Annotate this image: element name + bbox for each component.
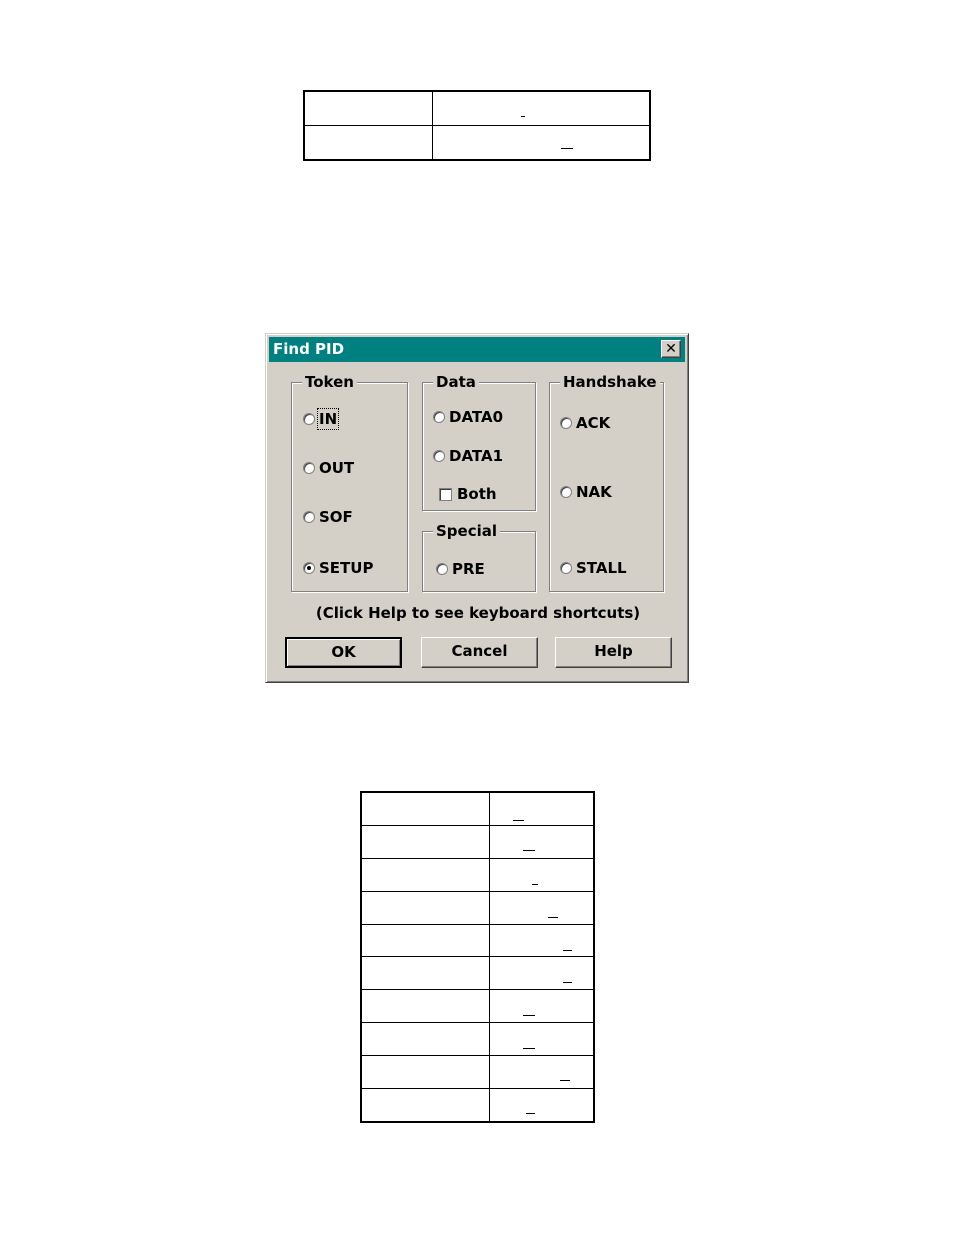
table-cell [361,990,490,1023]
radio-sof-label: SOF [319,508,353,526]
table-row [361,1056,594,1089]
radio-data1-label: DATA1 [449,447,504,465]
table-row [361,891,594,924]
table-cell [361,924,490,957]
radio-icon [433,450,445,462]
table-cell [490,924,595,957]
table-row [361,924,594,957]
radio-icon [303,562,315,574]
table-cell [490,1089,595,1122]
table-cell [490,1023,595,1056]
table-cell [433,126,651,161]
top-table [303,90,651,161]
cancel-button[interactable]: Cancel [421,637,538,668]
radio-in[interactable] [303,410,337,428]
table-cell [490,825,595,858]
close-icon: ✕ [665,341,677,357]
radio-setup[interactable] [303,559,373,577]
radio-nak[interactable] [560,483,612,501]
special-group [422,522,536,592]
radio-icon [436,563,448,575]
table-cell [361,957,490,990]
table-row [361,957,594,990]
table-cell [361,891,490,924]
radio-stall[interactable] [560,559,627,577]
radio-stall-label: STALL [576,559,627,577]
both-checkbox-label: Both [457,485,497,503]
radio-data0-label: DATA0 [449,408,504,426]
table-row [361,990,594,1023]
handshake-group [549,373,664,592]
table-row [361,858,594,891]
table-cell [490,957,595,990]
token-group-label: Token [302,373,357,391]
table-cell [361,825,490,858]
table-cell [304,126,433,161]
both-checkbox[interactable] [439,485,497,503]
table-cell [490,858,595,891]
radio-icon [303,462,315,474]
radio-out[interactable] [303,459,354,477]
table-row [361,1089,594,1122]
checkbox-icon [439,488,452,501]
radio-icon [560,562,572,574]
close-button[interactable] [661,340,681,358]
table-cell [361,792,490,825]
radio-icon [303,511,315,523]
ok-button[interactable]: OK [285,637,402,668]
help-button[interactable]: Help [555,637,672,668]
keyboard-hint: (Click Help to see keyboard shortcuts) [315,604,641,622]
table-cell [361,858,490,891]
table-cell [490,1056,595,1089]
radio-pre[interactable] [436,560,485,578]
special-group-label: Special [433,522,500,540]
table-cell [433,91,651,126]
radio-ack-label: ACK [576,414,611,432]
table-row [361,1023,594,1056]
radio-data1[interactable] [433,447,503,465]
dialog-title: Find PID [273,340,345,358]
radio-nak-label: NAK [576,483,612,501]
radio-ack[interactable] [560,414,610,432]
radio-icon [560,486,572,498]
radio-setup-label: SETUP [319,559,374,577]
table-cell [361,1056,490,1089]
title-bar [269,337,685,362]
radio-sof[interactable] [303,508,353,526]
data-group [422,373,536,511]
radio-data0[interactable] [433,408,503,426]
token-group [291,373,408,592]
table-cell [361,1023,490,1056]
table-row [304,91,650,126]
table-row [361,825,594,858]
table-row [304,126,650,161]
radio-out-label: OUT [319,459,355,477]
handshake-group-label: Handshake [560,373,660,391]
bottom-table [360,791,595,1123]
radio-icon [433,411,445,423]
radio-pre-label: PRE [452,560,485,578]
table-cell [304,91,433,126]
data-group-label: Data [433,373,479,391]
find-pid-dialog [265,333,689,683]
table-cell [490,990,595,1023]
radio-icon [560,417,572,429]
table-row [361,792,594,825]
radio-in-label: IN [319,410,338,428]
table-cell [361,1089,490,1122]
radio-icon [303,413,315,425]
table-cell [490,891,595,924]
table-cell [490,792,595,825]
